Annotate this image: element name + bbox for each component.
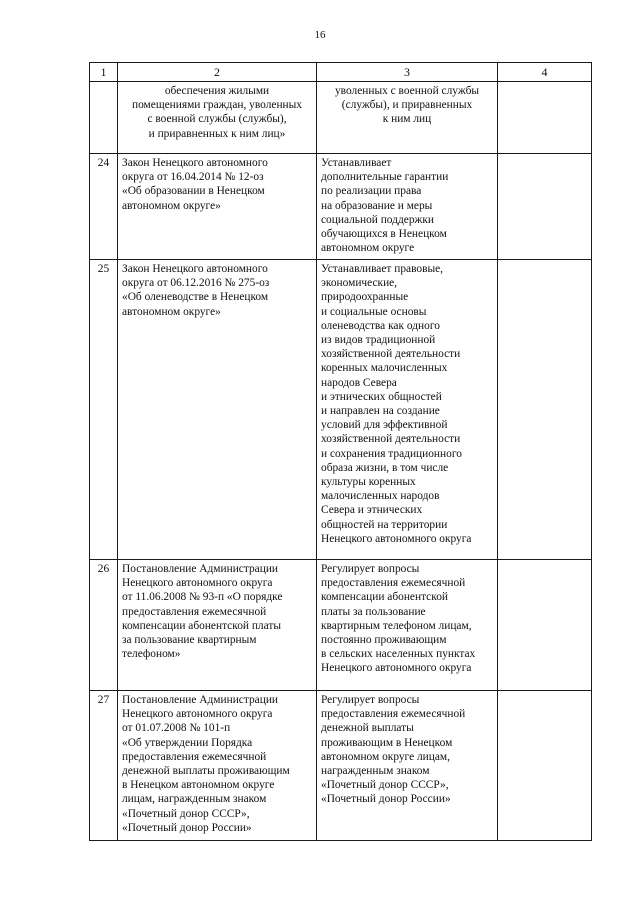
text-line: и направлен на создание xyxy=(321,405,440,418)
text-line: «Об образовании в Ненецком xyxy=(122,185,265,198)
text-line: народов Севера xyxy=(321,376,397,389)
text-line: обеспечения жилыми xyxy=(164,85,270,97)
column-header-act: 2 xyxy=(118,63,317,82)
act-name-cell xyxy=(118,691,317,841)
text-line: «Почетный донор СССР», xyxy=(321,779,449,792)
column-header-description: 3 xyxy=(317,63,498,82)
text-line: лицам, награжденным знаком xyxy=(122,793,267,806)
text-line: к ним лиц xyxy=(382,113,432,126)
column-header-notes: 4 xyxy=(498,63,592,82)
text-line: хозяйственной деятельности xyxy=(321,433,461,446)
text-line: экономические, xyxy=(321,277,398,290)
text-line: предоставления ежемесячной xyxy=(122,605,267,618)
column-header-number: 1 xyxy=(90,63,118,82)
act-description-cell xyxy=(317,560,498,691)
text-line: Закон Ненецкого автономного xyxy=(122,263,268,275)
text-line: уволенных с военной службы xyxy=(334,85,480,97)
text-line: Регулирует вопросы xyxy=(321,563,420,575)
text-line: денежной выплаты xyxy=(321,722,414,735)
text-line: автономном округе» xyxy=(122,199,221,212)
text-line: Устанавливает правовые, xyxy=(321,263,444,275)
text-line: компенсации абонентской платы xyxy=(122,619,282,632)
text-line: Постановление Администрации xyxy=(122,563,279,575)
row-number-cell: 25 xyxy=(90,260,118,560)
table-row xyxy=(90,691,592,841)
text-line: и социальные основы xyxy=(321,305,427,318)
text-line: округа от 06.12.2016 № 275-оз xyxy=(122,277,270,290)
text-line: компенсации абонентской xyxy=(321,591,448,604)
text-line: природоохранные xyxy=(321,291,409,304)
row-number-cell: 27 xyxy=(90,691,118,841)
act-description-cell xyxy=(317,691,498,841)
act-description-cell xyxy=(317,82,498,154)
text-line: из видов традиционной xyxy=(321,334,436,347)
text-line: Закон Ненецкого автономного xyxy=(122,157,268,169)
row-number-cell: 24 xyxy=(90,154,118,260)
text-line: предоставления ежемесячной xyxy=(321,577,466,590)
table-row xyxy=(90,154,592,260)
row-number-cell: 26 xyxy=(90,560,118,691)
table-row xyxy=(90,82,592,154)
act-name-cell xyxy=(118,154,317,260)
text-line: обучающихся в Ненецком xyxy=(321,228,447,241)
text-line: коренных малочисленных xyxy=(321,362,448,375)
act-name-cell xyxy=(118,82,317,154)
text-line: малочисленных народов xyxy=(321,490,440,503)
text-line: Постановление Администрации xyxy=(122,694,279,706)
text-line: автономном округе xyxy=(321,242,415,255)
act-name-cell xyxy=(118,260,317,560)
text-line: постоянно проживающим xyxy=(321,634,447,647)
text-line: в сельских населенных пунктах xyxy=(321,648,476,661)
text-line: «Почетный донор России» xyxy=(321,793,451,806)
text-line: «Об утверждении Порядка xyxy=(122,736,253,749)
row-number-cell xyxy=(90,82,118,154)
text-line: и приравненных к ним лиц» xyxy=(148,127,286,140)
text-line: социальной поддержки xyxy=(321,213,435,226)
text-line: (службы), и приравненных xyxy=(341,99,473,112)
text-line: дополнительные гарантии xyxy=(321,171,449,184)
text-line: Севера и этнических xyxy=(321,504,423,517)
text-line: денежной выплаты проживающим xyxy=(122,765,290,778)
act-description-cell xyxy=(317,154,498,260)
text-line: награжденным знаком xyxy=(321,765,430,778)
text-line: от 01.07.2008 № 101-п xyxy=(122,722,231,735)
text-line: культуры коренных xyxy=(321,476,416,489)
text-line: общностей на территории xyxy=(321,518,448,531)
notes-cell xyxy=(498,560,592,691)
text-line: квартирным телефоном лицам, xyxy=(321,619,472,632)
notes-cell xyxy=(498,691,592,841)
notes-cell xyxy=(498,260,592,560)
text-line: Ненецкого автономного округа xyxy=(321,532,472,545)
text-line: образа жизни, в том числе xyxy=(321,461,449,474)
text-line: автономном округе» xyxy=(122,305,221,318)
text-line: от 11.06.2008 № 93-п «О порядке xyxy=(122,591,283,604)
text-line: Устанавливает xyxy=(321,157,392,169)
text-line: условий для эффективной xyxy=(321,419,448,432)
text-line: оленеводства как одного xyxy=(321,319,440,332)
act-name-cell xyxy=(118,560,317,691)
table-row xyxy=(90,260,592,560)
text-line: и этнических общностей xyxy=(321,390,442,403)
text-line: по реализации права xyxy=(321,185,422,198)
text-line: «Об оленеводстве в Ненецком xyxy=(122,291,269,304)
text-line: предоставления ежемесячной xyxy=(122,750,267,763)
text-line: предоставления ежемесячной xyxy=(321,708,466,721)
page-number: 16 xyxy=(314,29,326,41)
text-line: за пользование квартирным xyxy=(122,634,257,647)
text-line: в Ненецком автономном округе xyxy=(122,779,275,792)
text-line: и сохранения традиционного xyxy=(321,447,462,460)
text-line: округа от 16.04.2014 № 12-оз xyxy=(122,171,264,184)
text-line: проживающим в Ненецком xyxy=(321,736,453,749)
text-line: телефоном» xyxy=(122,648,181,661)
text-line: «Почетный донор России» xyxy=(122,821,252,834)
table-row xyxy=(90,560,592,691)
text-line: Регулирует вопросы xyxy=(321,694,420,706)
text-line: Ненецкого автономного округа xyxy=(122,708,273,721)
text-line: хозяйственной деятельности xyxy=(321,348,461,361)
text-line: с военной службы (службы), xyxy=(147,113,287,126)
text-line: помещениями граждан, уволенных xyxy=(131,99,302,112)
text-line: «Почетный донор СССР», xyxy=(122,807,250,820)
notes-cell xyxy=(498,154,592,260)
table-header-row xyxy=(90,63,592,82)
text-line: автономном округе лицам, xyxy=(321,750,450,763)
legal-acts-table xyxy=(89,62,592,841)
text-line: платы за пользование xyxy=(321,605,426,618)
text-line: на образование и меры xyxy=(321,199,433,212)
notes-cell xyxy=(498,82,592,154)
act-description-cell xyxy=(317,260,498,560)
text-line: Ненецкого автономного округа xyxy=(321,662,472,675)
text-line: Ненецкого автономного округа xyxy=(122,577,273,590)
